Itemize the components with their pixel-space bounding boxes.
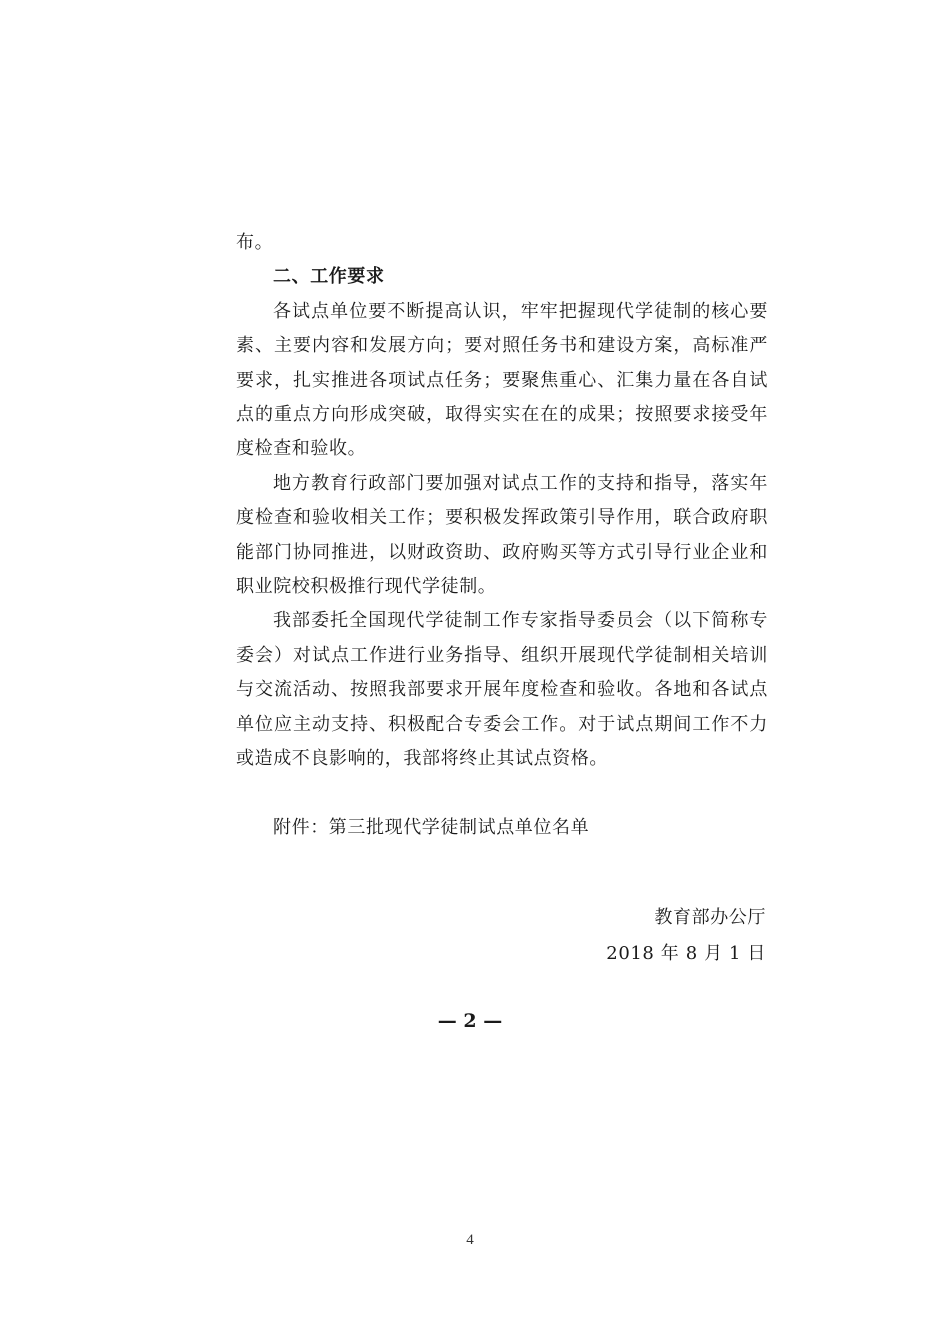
document-body: [236, 226, 768, 845]
section-heading: 二、工作要求: [273, 266, 385, 288]
file-page-number: 4: [466, 1232, 474, 1248]
paragraph-requirements-committee: 我部委托全国现代学徒制工作专家指导委员会（以下简称专委会）对试点工作进行业务指导、组织开展现代学徒制相关培训与交流活动、按照我部要求开展年度检查和验收。各地和各试点单位应主动支持、积极配合专委会工作。对于试点期间工作不力或造成不良影响的，我部将终止其试点资格。: [236, 610, 768, 770]
attachment-line: 附件：第三批现代学徒制试点单位名单: [273, 816, 590, 838]
signature-block: [606, 900, 766, 972]
document-page-number: — 2 —: [437, 1010, 503, 1032]
continuation-text: 布。: [236, 232, 274, 253]
paragraph-requirements-local: 地方教育行政部门要加强对试点工作的支持和指导，落实年度检查和验收相关工作；要积极发挥政策引导作用，联合政府职能部门协同推进，以财政资助、政府购买等方式引导行业企业和职业院校积极推行现代学徒制。: [236, 472, 768, 598]
issue-date: 2018 年 8 月 1 日: [606, 943, 766, 964]
paragraph-requirements-units: 各试点单位要不断提高认识，牢牢把握现代学徒制的核心要素、主要内容和发展方向；要对照任务书和建设方案，高标准严要求，扎实推进各项试点任务；要聚焦重心、汇集力量在各自试点的重点方向形成突破，取得实实在在的成果；按照要求接受年度检查和验收。: [236, 300, 768, 460]
issuer-name: 教育部办公厅: [654, 907, 766, 928]
